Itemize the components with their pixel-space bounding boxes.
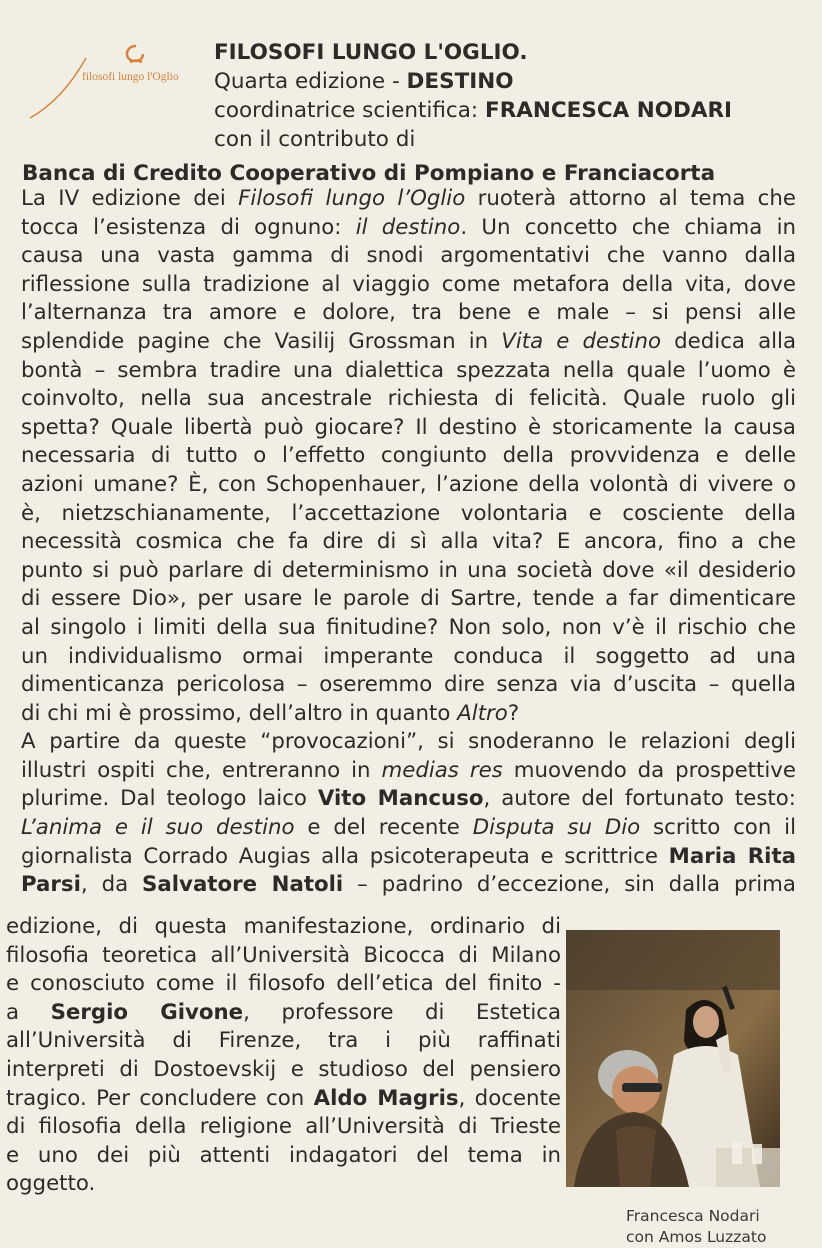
article-body-wrapped bbox=[6, 913, 561, 1199]
text-line: punto si può parlare di determinismo in una società dove «il desiderio bbox=[21, 557, 796, 583]
text-line: necessaria di tutto o l’effetto congiunto della provvidenza e delle bbox=[21, 443, 796, 469]
coordinator-name: FRANCESCA NODARI bbox=[485, 98, 733, 123]
text-line: e conosciuto come il filosofo dell’etica del finito - bbox=[6, 971, 561, 997]
coordinator-line: coordinatrice scientifica: FRANCESCA NODARI bbox=[214, 98, 733, 123]
text-line: dimenticanza pericolosa – oseremmo dire senza via d’uscita – quella bbox=[21, 672, 796, 698]
text-line: riflessione sulla tradizione al viaggio come metafora della vita, dove bbox=[21, 271, 796, 297]
text-line: di chi mi è prossimo, dell’altro in quanto Altro? bbox=[21, 700, 520, 726]
text-line: giornalista Corrado Augias alla psicoterapeuta e scrittrice Maria Rita bbox=[21, 843, 796, 869]
sponsor-name: Banca di Credito Cooperativo di Pompiano e Franciacorta bbox=[22, 161, 716, 186]
edition-line: Quarta edizione - DESTINO bbox=[214, 69, 514, 94]
text-line: A partire da queste “provocazioni”, si snoderanno le relazioni degli bbox=[21, 729, 796, 755]
text-line: illustri ospiti che, entreranno in medias res muovendo da prospettive bbox=[21, 757, 797, 783]
text-line: coinvolto, nella sua ancestrale richiesta di felicità. Quale ruolo gli bbox=[21, 386, 796, 412]
text-line: La IV edizione dei Filosofi lungo l’Oglio ruoterà attorno al tema che bbox=[21, 186, 796, 211]
text-line: tocca l’esistenza di ognuno: il destino. Un concetto che chiama in bbox=[21, 214, 796, 240]
text-line: azioni umane? È, con Schopenhauer, l’azione della volontà di vivere o bbox=[21, 471, 796, 497]
paragraph-2 bbox=[21, 728, 796, 900]
text-line: e uno dei più attenti indagatori del tema in bbox=[6, 1142, 561, 1168]
article-body bbox=[21, 185, 796, 900]
festival-logo bbox=[28, 38, 213, 123]
text-line: necessità cosmica che fa dire di sì alla vita? E ancora, fino a che bbox=[21, 529, 796, 555]
event-title: FILOSOFI LUNGO L'OGLIO. bbox=[214, 40, 528, 65]
text-line: è, nietzschianamente, l’accettazione volontaria e cosciente della bbox=[21, 500, 796, 526]
logo-text: filosofi lungo l'Oglio bbox=[82, 71, 179, 83]
text-line: splendide pagine che Vasilij Grossman in Vita e destino dedica alla bbox=[21, 328, 797, 354]
text-line: di essere Dio», per usare le parole di Sartre, tende a far dimenticare bbox=[21, 586, 796, 612]
event-header bbox=[214, 38, 732, 154]
logo-graphic bbox=[28, 38, 213, 123]
text-line: al singolo i limiti della sua finitudine? Non solo, non v’è il rischio che bbox=[21, 614, 796, 640]
text-line: plurime. Dal teologo laico Vito Mancuso, autore del fortunato testo: bbox=[21, 786, 796, 812]
text-line: interpreti di Dostoevskij e studioso del pensiero bbox=[6, 1056, 561, 1082]
text-line: edizione, di questa manifestazione, ordinario di bbox=[6, 914, 561, 939]
event-photo bbox=[566, 930, 780, 1187]
text-line: un individualismo ormai imperante conduca il soggetto ad una bbox=[21, 643, 796, 669]
text-line: filosofia teoretica all’Università Bicocca di Milano bbox=[6, 942, 561, 968]
photo-caption: Francesca Nodari con Amos Luzzato bbox=[626, 1207, 767, 1246]
text-line: l’alternanza tra amore e dolore, tra bene e male – si pensi alle bbox=[21, 300, 796, 326]
text-line: Parsi, da Salvatore Natoli – padrino d’eccezione, sin dalla prima bbox=[21, 872, 796, 898]
text-line: spetta? Quale libertà può giocare? Il destino è storicamente la causa bbox=[21, 414, 796, 440]
paragraph-1 bbox=[21, 185, 796, 728]
text-line: di filosofia della religione all’Università di Trieste bbox=[6, 1114, 561, 1140]
text-line: tragico. Per concludere con Aldo Magris, docente bbox=[6, 1085, 561, 1111]
text-line: oggetto. bbox=[6, 1171, 96, 1197]
text-line: all’Università di Firenze, tra i più raffinati bbox=[6, 1028, 561, 1054]
text-line: a Sergio Givone, professore di Estetica bbox=[6, 999, 562, 1025]
contribution-line: con il contributo di bbox=[214, 127, 416, 152]
text-line: bontà – sembra tradire una dialettica spezzata nella quale l’uomo è bbox=[21, 357, 796, 383]
text-line: L’anima e il suo destino e del recente Disputa su Dio scritto con il bbox=[21, 815, 797, 841]
text-line: causa una vasta gamma di snodi argomentativi che vanno dalla bbox=[21, 243, 796, 269]
edition-theme: DESTINO bbox=[406, 69, 514, 94]
